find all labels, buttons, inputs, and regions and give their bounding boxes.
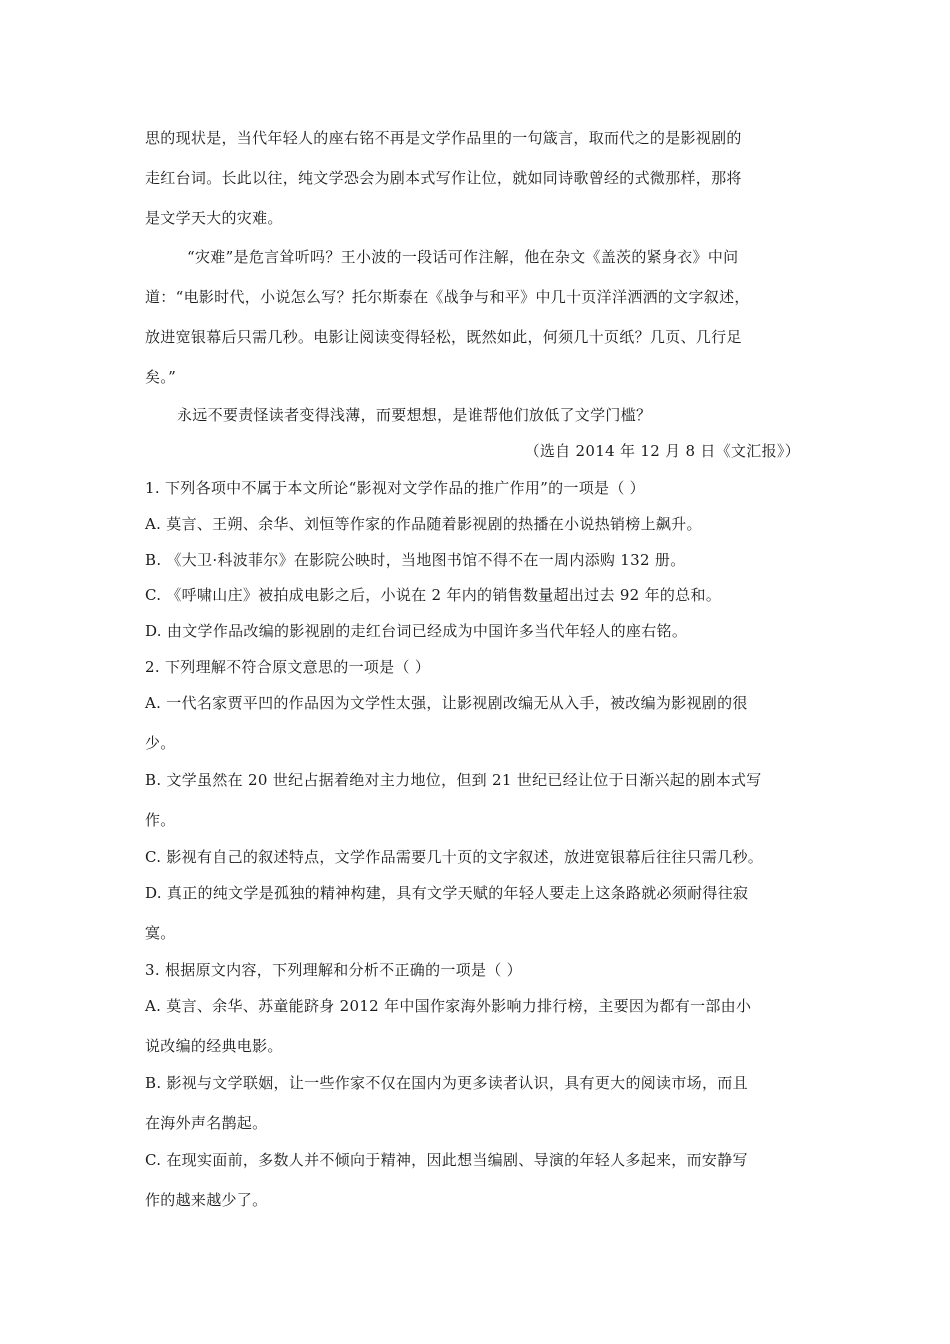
- option: B. 《大卫·科波菲尔》在影院公映时，当地图书馆不得不在一周内添购 132 册。: [145, 551, 686, 569]
- passage-line: 矣。”: [145, 368, 177, 386]
- option: 说改编的经典电影。: [145, 1037, 283, 1055]
- option: D. 真正的纯文学是孤独的精神构建，具有文学天赋的年轻人要走上这条路就必须耐得往寂: [145, 884, 749, 902]
- passage-line: 永远不要责怪读者变得浅薄，而要想想，是谁帮他们放低了文学门槛？: [177, 406, 652, 424]
- option: C. 《呼啸山庄》被拍成电影之后，小说在 2 年内的销售数量超出过去 92 年的总和。: [145, 586, 722, 604]
- option: C. 在现实面前，多数人并不倾向于精神，因此想当编剧、导演的年轻人多起来，而安静写: [145, 1151, 748, 1169]
- source-citation: （选自 2014 年 12 月 8 日《文汇报》）: [524, 442, 800, 460]
- passage-line: 道：“电影时代，小说怎么写？托尔斯泰在《战争与和平》中几十页洋洋洒洒的文字叙述，: [145, 288, 750, 306]
- question-stem: 3. 根据原文内容，下列理解和分析不正确的一项是（ ）: [145, 961, 522, 979]
- option: 作。: [145, 811, 176, 829]
- passage-line: 思的现状是，当代年轻人的座右铭不再是文学作品里的一句箴言，取而代之的是影视剧的: [145, 129, 742, 147]
- option: D. 由文学作品改编的影视剧的走红台词已经成为中国许多当代年轻人的座右铭。: [145, 622, 688, 640]
- option: C. 影视有自己的叙述特点，文学作品需要几十页的文字叙述，放进宽银幕后往往只需几秒。: [145, 848, 764, 866]
- option: 在海外声名鹊起。: [145, 1114, 268, 1132]
- option: B. 影视与文学联姻，让一些作家不仅在国内为更多读者认识，具有更大的阅读市场，而且: [145, 1074, 748, 1092]
- passage-line: 是文学天大的灾难。: [145, 209, 283, 227]
- question-stem: 2. 下列理解不符合原文意思的一项是（ ）: [145, 658, 431, 676]
- passage-line: 放进宽银幕后只需几秒。电影让阅读变得轻松，既然如此，何须几十页纸？几页、几行足: [145, 328, 742, 346]
- option: A. 一代名家贾平凹的作品因为文学性太强，让影视剧改编无从入手，被改编为影视剧的很: [145, 694, 748, 712]
- option: 作的越来越少了。: [145, 1191, 268, 1209]
- passage-line: 走红台词。长此以往，纯文学恐会为剧本式写作让位，就如同诗歌曾经的式微那样，那将: [145, 169, 742, 187]
- option: 寞。: [145, 924, 176, 942]
- option: 少。: [145, 734, 176, 752]
- option: A. 莫言、余华、苏童能跻身 2012 年中国作家海外影响力排行榜，主要因为都有一部由小: [145, 997, 752, 1015]
- question-stem: 1. 下列各项中不属于本文所论“影视对文学作品的推广作用”的一项是（ ）: [145, 479, 645, 497]
- option: A. 莫言、王朔、余华、刘恒等作家的作品随着影视剧的热播在小说热销榜上飙升。: [145, 515, 702, 533]
- passage-line: “灾难”是危言耸听吗？王小波的一段话可作注解，他在杂文《盖茨的紧身衣》中问: [187, 248, 739, 266]
- option: B. 文学虽然在 20 世纪占据着绝对主力地位，但到 21 世纪已经让位于日渐兴起的剧本式写: [145, 771, 762, 789]
